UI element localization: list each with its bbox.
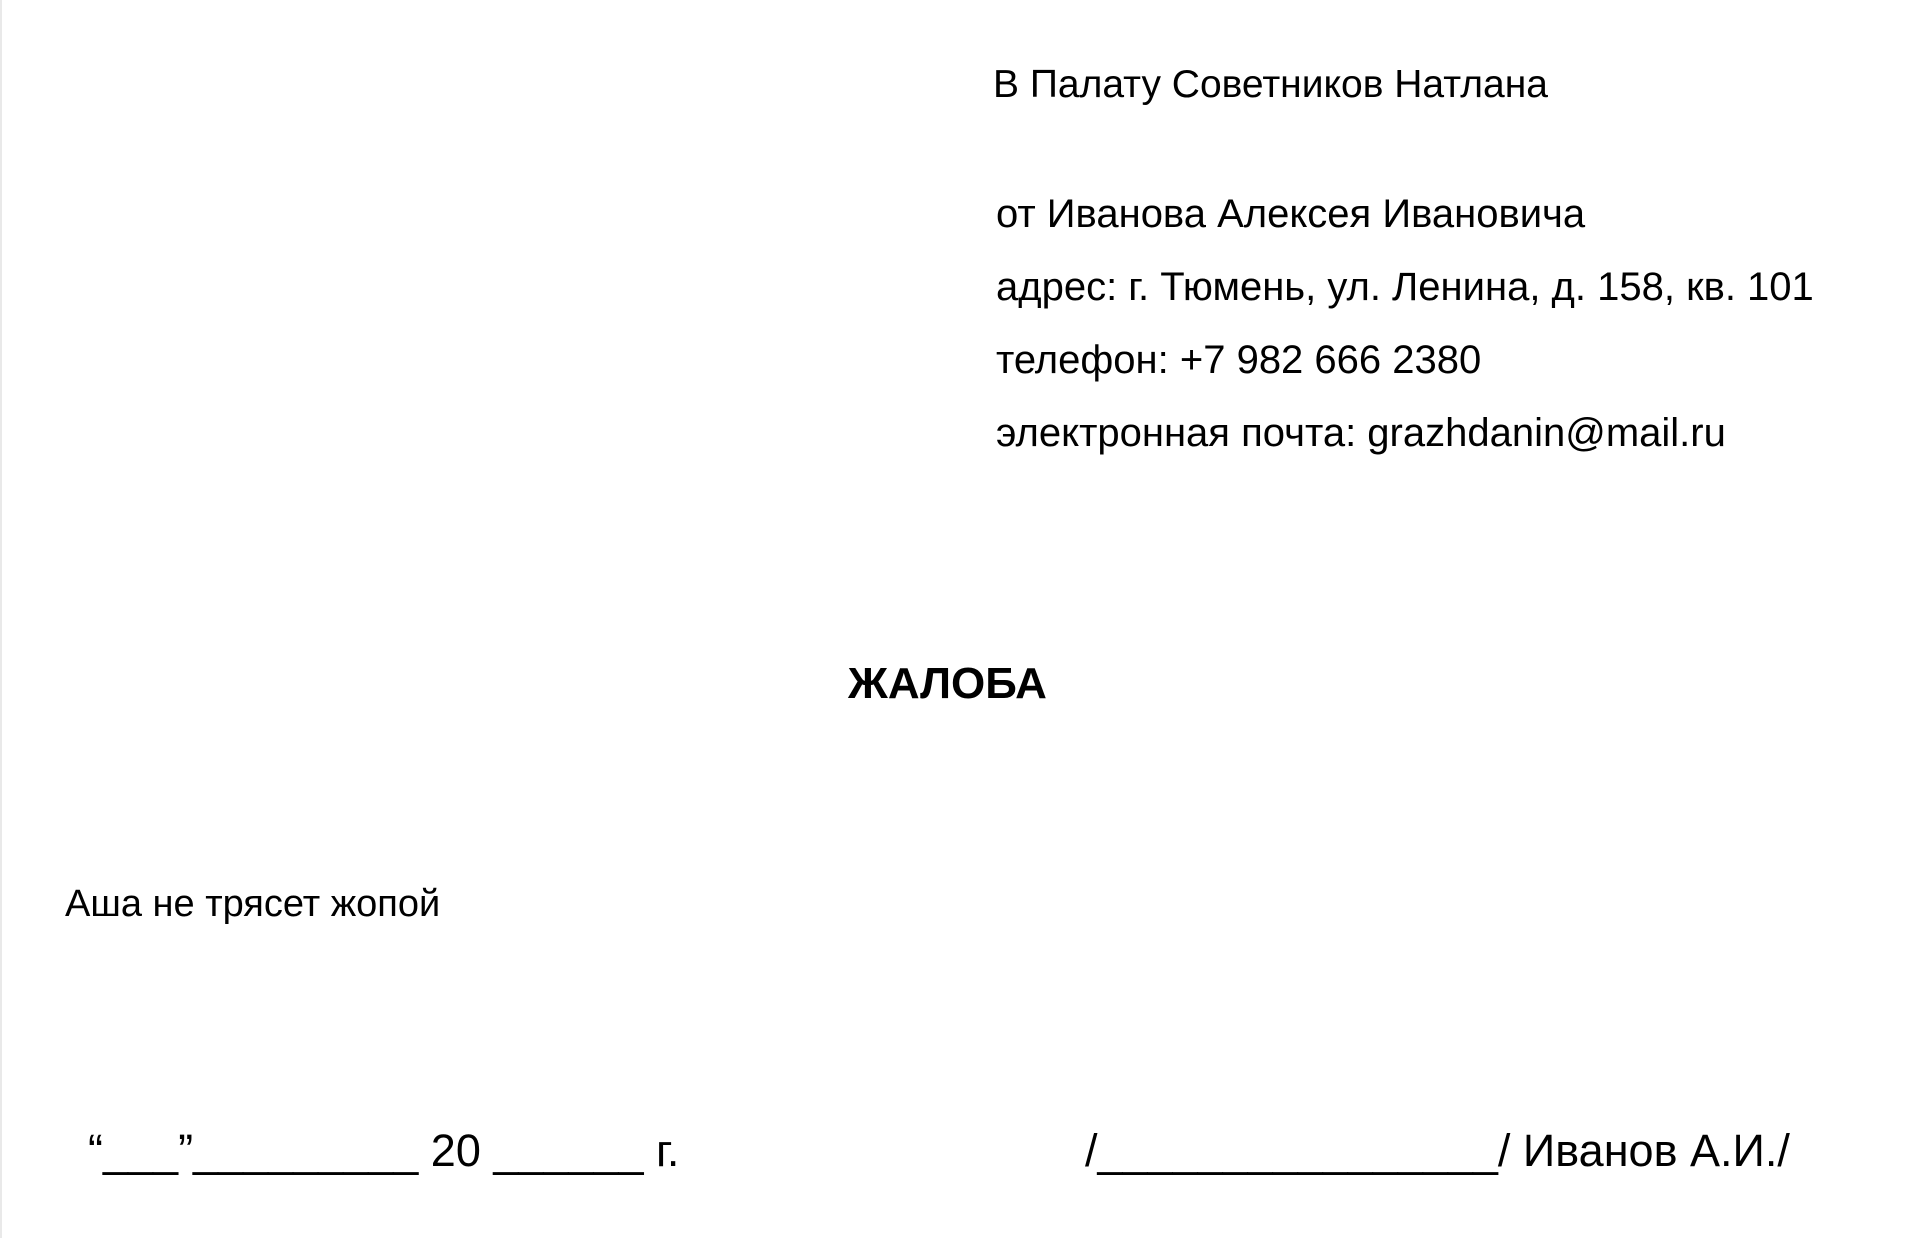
signature-line: /________________/ Иванов А.И./ [1085, 1125, 1790, 1176]
document-title: ЖАЛОБА [848, 659, 1047, 708]
page-edge [0, 0, 2, 1238]
date-line: “___”_________ 20 ______ г. [88, 1125, 680, 1176]
sender-block [996, 194, 1814, 486]
sender-phone: телефон: +7 982 666 2380 [996, 338, 1482, 382]
sender-email: электронная почта: grazhdanin@mail.ru [996, 411, 1726, 455]
sender-address: адрес: г. Тюмень, ул. Ленина, д. 158, кв. 101 [996, 265, 1814, 309]
addressee: В Палату Советников Натлана [993, 63, 1548, 106]
complaint-text: Аша не трясет жопой [65, 883, 441, 925]
sender-name: от Иванова Алексея Ивановича [996, 192, 1586, 236]
